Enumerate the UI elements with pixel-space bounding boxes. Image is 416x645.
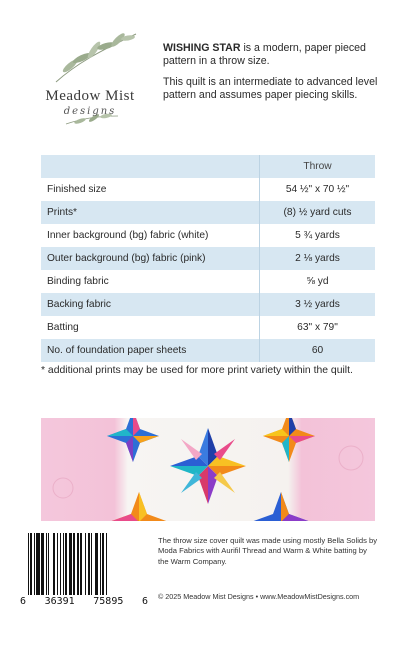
barcode <box>20 533 148 613</box>
table-row <box>41 224 375 247</box>
barcode-digit-group-right: 75895 <box>93 596 124 607</box>
quilt-photo <box>41 418 375 521</box>
row-label: Binding fabric <box>47 276 109 287</box>
row-label: Finished size <box>47 184 107 195</box>
intro-paragraph-2: This quilt is an intermediate to advanced level pattern and assumes paper piecing skills. <box>163 75 378 102</box>
table-header-throw: Throw <box>259 155 375 178</box>
brand-tagline: designs <box>63 106 117 117</box>
row-label: Outer background (bg) fabric (pink) <box>47 253 206 264</box>
table-row <box>41 316 375 339</box>
row-label: Prints* <box>47 207 78 218</box>
quilt-credit-text: The throw size cover quilt was made using mostly Bella Solids by Moda Fabrics with Aurifil Thread and Warm & White batting by the Warm Company. <box>158 536 378 566</box>
row-value: 63" x 79" <box>259 316 375 339</box>
intro-paragraph-1 <box>163 42 398 69</box>
table-row <box>41 178 375 201</box>
barcode-digit-lead: 6 <box>20 596 27 607</box>
table-row <box>41 247 375 270</box>
table-row <box>41 201 375 224</box>
row-value: 5 ¾ yards <box>259 224 375 247</box>
row-value: ⅝ yd <box>259 270 375 293</box>
leaf-branch-icon <box>36 24 146 134</box>
brand-logo <box>30 24 150 134</box>
quilt-stars-illustration <box>41 418 375 521</box>
barcode-bar <box>107 533 108 595</box>
row-label: No. of foundation paper sheets <box>47 345 187 356</box>
table-row <box>41 339 375 362</box>
pattern-title: WISHING STAR <box>163 42 241 54</box>
row-value: 2 ⅛ yards <box>259 247 375 270</box>
intro-text <box>163 42 398 110</box>
barcode-digit-check: 6 <box>141 596 148 607</box>
table-header-row <box>41 155 375 178</box>
row-value: 60 <box>259 339 375 362</box>
copyright-text: © 2025 Meadow Mist Designs • www.MeadowMistDesigns.com <box>158 592 360 601</box>
row-label: Backing fabric <box>47 299 111 310</box>
barcode-digit-group-left: 36391 <box>44 596 75 607</box>
fabric-requirements-table <box>41 155 375 362</box>
row-value: 3 ½ yards <box>259 293 375 316</box>
row-value: 54 ½" x 70 ½" <box>259 178 375 201</box>
barcode-bars <box>28 533 138 595</box>
table-row <box>41 270 375 293</box>
intro-title-rest: is a modern, paper pieced pattern in a throw size. <box>163 42 366 68</box>
barcode-digits <box>20 596 148 607</box>
row-label: Batting <box>47 322 79 333</box>
table-row <box>41 293 375 316</box>
footnote: * additional prints may be used for more print variety within the quilt. <box>41 365 353 376</box>
brand-name: Meadow Mist <box>45 88 135 104</box>
row-value: (8) ½ yard cuts <box>259 201 375 224</box>
row-label: Inner background (bg) fabric (white) <box>47 230 209 241</box>
